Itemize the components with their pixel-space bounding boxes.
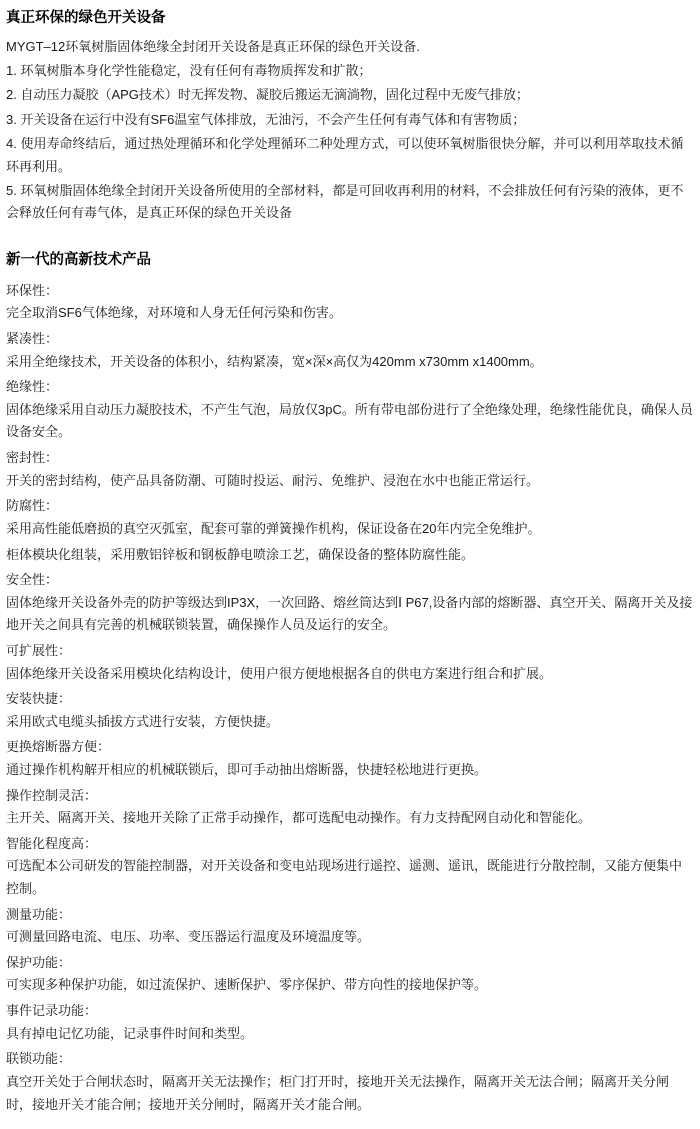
- feature-text: 可实现多种保护功能，如过流保护、速断保护、零序保护、带方向性的接地保护等。: [6, 977, 488, 993]
- feature-text: 采用欧式电缆头插拔方式进行安装，方便快捷。: [6, 713, 280, 729]
- feature-item: [6, 833, 694, 901]
- feature-text: 主开关、隔离开关、接地开关除了正常手动操作，都可选配电动操作。有力支持配网自动化和智能化。: [6, 810, 592, 826]
- feature-item: [6, 280, 694, 325]
- feature-text: 固体绝缘开关设备采用模块化结构设计，使用户很方便地根据各自的供电方案进行组合和扩展。: [6, 665, 553, 681]
- feature-label: 绝缘性：: [6, 379, 59, 395]
- paragraph: 4. 使用寿命终结后，通过热处理循环和化学处理循环二种处理方式，可以使环氧树脂很快分解，并可以利用萃取技术循环再利用。: [6, 136, 684, 174]
- feature-label: 智能化程度高：: [6, 835, 98, 851]
- feature-text: 开关的密封结构，使产品具备防潮、可随时投运、耐污、免维护、浸泡在水中也能正常运行。: [6, 472, 540, 488]
- feature-label: 事件记录功能：: [6, 1003, 98, 1019]
- feature-text: 柜体模块化组装，采用敷铝锌板和钢板静电喷涂工艺，确保设备的整体防腐性能。: [6, 546, 475, 562]
- feature-text: 可测量回路电流、电压、功率、变压器运行温度及环境温度等。: [6, 929, 371, 945]
- feature-text: 采用全绝缘技术，开关设备的体积小，结构紧凑，宽×深×高仅为420mm x730mm x1400mm。: [6, 353, 543, 369]
- feature-item: [6, 376, 694, 444]
- feature-item: [6, 328, 694, 373]
- feature-label: 密封性：: [6, 450, 59, 466]
- feature-item: [6, 1000, 694, 1045]
- feature-text: 真空开关处于合闸状态时，隔离开关无法操作；柜门打开时，接地开关无法操作，隔离开关无法合闸；隔离开关分闸时，接地开关才能合闸；接地开关分闸时，隔离开关才能合闸。: [6, 1073, 670, 1112]
- feature-label: 保护功能：: [6, 954, 72, 970]
- feature-label: 环保性：: [6, 282, 59, 298]
- paragraph: 5. 环氧树脂固体绝缘全封闭开关设备所使用的全部材料，都是可回收再利用的材料，不会排放任何有污染的液体，更不会释放任何有毒气体，是真正环保的绿色开关设备: [6, 182, 684, 221]
- feature-item: [6, 495, 694, 540]
- paragraph: MYGT–12环氧树脂固体绝缘全封闭开关设备是真正环保的绿色开关设备.: [6, 38, 420, 54]
- feature-label: 安全性：: [6, 572, 59, 588]
- feature-item: [6, 447, 694, 492]
- paragraph: 2. 自动压力凝胶（APG技术）时无挥发物、凝胶后搬运无滴淌物，固化过程中无废气排放；: [6, 87, 529, 103]
- feature-text: 通过操作机构解开相应的机械联锁后，即可手动抽出熔断器，快捷轻松地进行更换。: [6, 762, 488, 777]
- page-title: 真正环保的绿色开关设备: [6, 10, 166, 26]
- feature-text: 完全取消SF6气体绝缘，对环境和人身无任何污染和伤害。: [6, 305, 342, 321]
- feature-label: 操作控制灵活：: [6, 787, 98, 803]
- feature-text: 具有掉电记忆功能，记录事件时间和类型。: [6, 1025, 254, 1041]
- feature-item: [6, 736, 694, 781]
- feature-item: [6, 1048, 694, 1116]
- feature-label: 更换熔断器方便：: [6, 739, 111, 755]
- feature-item: [6, 688, 694, 733]
- feature-item: [6, 640, 694, 685]
- feature-label: 可扩展性：: [6, 642, 72, 658]
- feature-label: 测量功能：: [6, 906, 72, 922]
- feature-label: 紧凑性：: [6, 331, 59, 347]
- feature-text: 采用高性能低磨损的真空灭弧室，配套可靠的弹簧操作机构，保证设备在20年内完全免维护。: [6, 520, 541, 536]
- paragraph: 1. 环氧树脂本身化学性能稳定，没有任何有毒物质挥发和扩散；: [6, 63, 372, 79]
- section-divider: [6, 227, 694, 249]
- feature-label: 安装快捷：: [6, 691, 72, 707]
- feature-item: [6, 569, 694, 637]
- feature-text: 固体绝缘采用自动压力凝胶技术，不产生气泡，局放仅3pC。所有带电部份进行了全绝缘处理，绝缘性能优良，确保人员设备安全。: [6, 401, 693, 440]
- feature-item: [6, 952, 694, 997]
- section-heading: 新一代的高新技术产品: [6, 251, 151, 268]
- feature-item: [6, 785, 694, 830]
- feature-item: [6, 544, 694, 567]
- feature-text: 固体绝缘开关设备外壳的防护等级达到IP3X，一次回路、熔丝筒达到Ⅰ P67,设备内部的熔断器、真空开关、隔离开关及接地开关之间具有完善的机械联锁装置，确保操作人员及运行的安全。: [6, 594, 693, 633]
- feature-item: [6, 904, 694, 949]
- feature-label: 联锁功能：: [6, 1051, 72, 1067]
- paragraph: 3. 开关设备在运行中没有SF6温室气体排放，无油污，不会产生任何有毒气体和有害物质；: [6, 111, 526, 127]
- feature-label: 防腐性：: [6, 498, 59, 514]
- feature-text: 可选配本公司研发的智能控制器，对开关设备和变电站现场进行遥控、遥测、遥讯，既能进行分散控制，又能方便集中控制。: [6, 858, 683, 897]
